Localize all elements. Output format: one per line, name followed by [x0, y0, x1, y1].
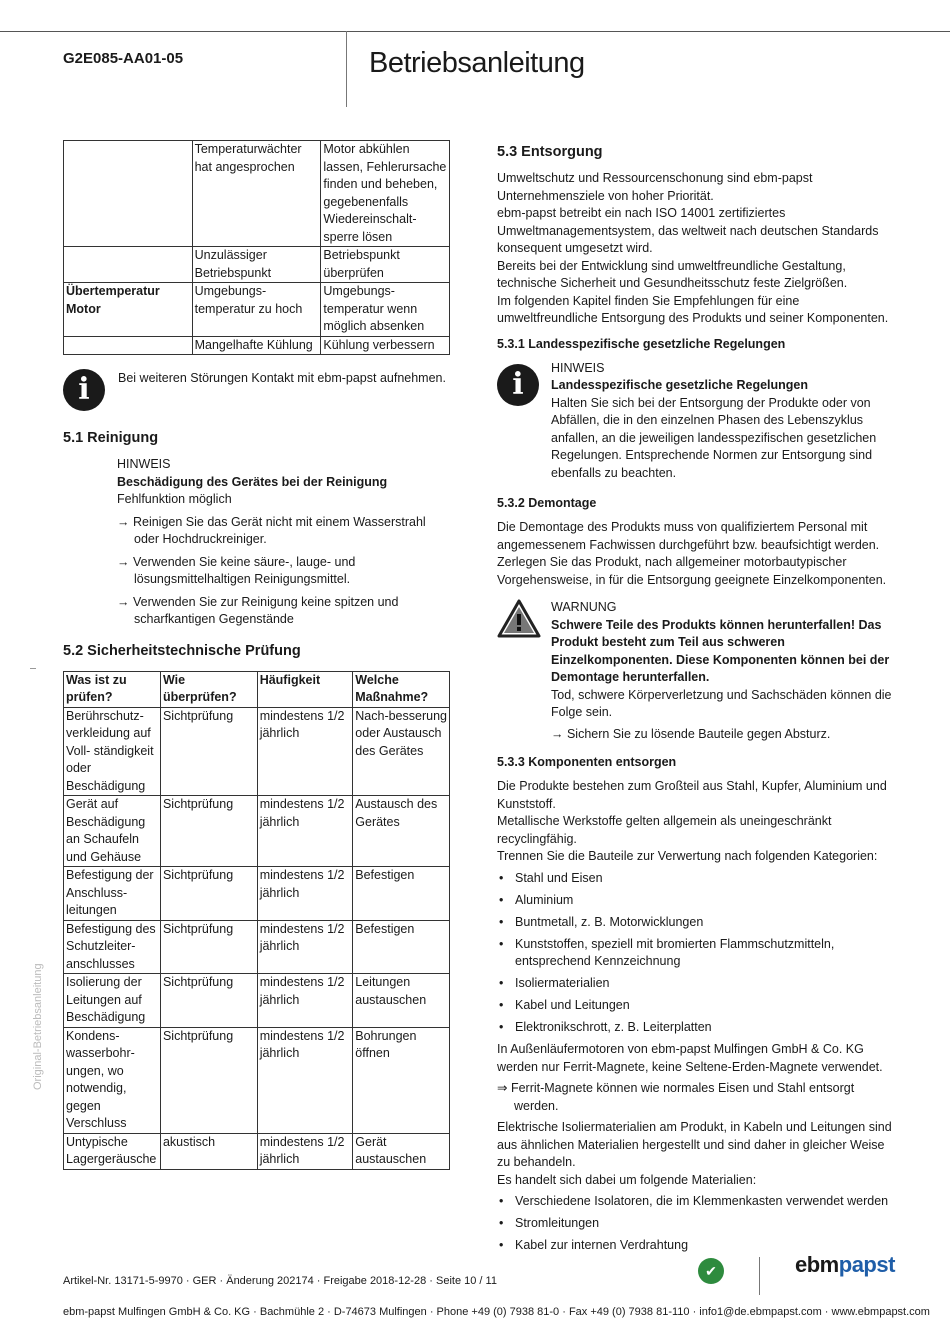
- table-cell: Befestigung der Anschluss-leitungen: [64, 867, 161, 921]
- section-heading-reinigung: 5.1 Reinigung: [63, 430, 159, 446]
- table-cell: Temperaturwächter hat angesprochen: [192, 141, 321, 247]
- fault-category: Übertemperatur Motor: [64, 283, 193, 337]
- table-cell: [64, 141, 193, 247]
- column-header: Wie überprüfen?: [160, 671, 257, 707]
- table-cell: [64, 336, 193, 355]
- table-cell: Umgebungs-temperatur wenn möglich absenken: [321, 283, 450, 337]
- table-row: [64, 920, 450, 974]
- list-item: • Kabel zur internen Verdrahtung: [497, 1237, 897, 1255]
- list-item: • Aluminium: [497, 892, 897, 910]
- table-cell: Sichtprüfung: [160, 867, 257, 921]
- table-cell: mindestens 1/2 jährlich: [257, 974, 353, 1028]
- table-cell: Sichtprüfung: [160, 1027, 257, 1133]
- notice-subtitle: Fehlfunktion möglich: [117, 492, 232, 506]
- list-item: • Isoliermaterialien: [497, 975, 897, 993]
- paragraph: Elektrische Isoliermaterialien am Produkt, in Kabeln und Leitungen sind aus ähnlichen Materialien hergestellt und sind daher in gleicher Weise zu behandeln.: [497, 1120, 892, 1169]
- list-item: • Verschiedene Isolatoren, die im Klemmenkasten verwendet werden: [497, 1193, 897, 1211]
- table-cell: mindestens 1/2 jährlich: [257, 1133, 353, 1169]
- table-cell: mindestens 1/2 jährlich: [257, 707, 353, 796]
- table-cell: Isolierung der Leitungen auf Beschädigung: [64, 974, 161, 1028]
- table-cell: Bohrungen öffnen: [353, 1027, 450, 1133]
- notice-icon-wrap: [497, 360, 551, 483]
- warning-body: Tod, schwere Körperverletzung und Sachschäden können die Folge sein.: [551, 687, 892, 719]
- ferrit-note: ⇒ Ferrit-Magnete können wie normales Eisen und Stahl entsorgt werden.: [497, 1081, 855, 1113]
- warning-title: Schwere Teile des Produkts können herunterfallen! Das Produkt besteht zum Teil aus schweren Einzelkomponenten. Diese Komponenten können bei der Demontage herunterfallen.: [551, 617, 890, 684]
- reinigung-notice: [117, 456, 450, 629]
- table-row: [64, 867, 450, 921]
- table-cell: Befestigung des Schutzleiter-anschlusses: [64, 920, 161, 974]
- paragraph: Umweltschutz und Ressourcenschonung sind ebm-papst Unternehmensziele von hoher Priorität.: [497, 171, 813, 203]
- list-item: • Stahl und Eisen: [497, 870, 897, 888]
- header-divider: [346, 31, 347, 107]
- table-cell: Befestigen: [353, 867, 450, 921]
- margin-mark: [30, 668, 36, 669]
- list-item: • Elektronikschrott, z. B. Leiterplatten: [497, 1019, 897, 1037]
- table-cell: Leitungen austauschen: [353, 974, 450, 1028]
- table-cell: mindestens 1/2 jährlich: [257, 920, 353, 974]
- instruction-item: → Verwenden Sie keine säure-, lauge- und lösungsmittelhaltigen Reinigungsmittel.: [117, 554, 356, 586]
- logo-part: ebm: [795, 1252, 839, 1277]
- table-cell: akustisch: [160, 1133, 257, 1169]
- table-row: [64, 974, 450, 1028]
- entsorgung-intro: [497, 170, 897, 328]
- notice-title: Landesspezifische gesetzliche Regelungen: [551, 378, 809, 392]
- table-row: [64, 336, 450, 355]
- warning-block: [497, 599, 897, 743]
- table-row: [64, 796, 450, 867]
- subsection-heading: 5.3.1 Landesspezifische gesetzliche Regelungen: [497, 336, 786, 351]
- table-cell: Sichtprüfung: [160, 707, 257, 796]
- table-row: [64, 283, 450, 337]
- section-heading-pruefung: 5.2 Sicherheitstechnische Prüfung: [63, 642, 301, 659]
- paragraph: Die Produkte bestehen zum Großteil aus Stahl, Kupfer, Aluminium und Kunststoff.: [497, 779, 887, 811]
- paragraph: ebm-papst betreibt ein nach ISO 14001 zertifiziertes Umweltmanagementsystem, das weltweit nach deutschen Standards konsequent umgesetzt wird.: [497, 206, 879, 255]
- table-cell: Kühlung verbessern: [321, 336, 450, 355]
- model-number: G2E085-AA01-05: [63, 50, 184, 67]
- section-heading-entsorgung: 5.3 Entsorgung: [497, 144, 603, 160]
- paragraph: Die Demontage des Produkts muss von qualifiziertem Personal mit angemessenem Fachwissen durchgeführt bzw. beaufsichtigt werden. Zerlegen Sie das Produkt, nach allgemeiner motorbautypischer Vorgehensweise, in für die Entsorgung geeignete Einzelkomponenten.: [497, 520, 887, 587]
- right-column: [497, 140, 897, 1259]
- column-header: Welche Maßnahme?: [353, 671, 450, 707]
- inspection-table: [63, 671, 450, 1170]
- legal-notice-block: [497, 360, 897, 483]
- document-title: Betriebsanleitung: [369, 47, 585, 79]
- subsection-heading: 5.3.3 Komponenten entsorgen: [497, 755, 677, 769]
- column-header: Häufigkeit: [257, 671, 353, 707]
- list-item: • Kabel und Leitungen: [497, 997, 897, 1015]
- header-rule: [0, 31, 950, 32]
- subsection-heading: 5.3.2 Demontage: [497, 496, 597, 510]
- notice-body: Halten Sie sich bei der Entsorgung der Produkte oder von Abfällen, die in den einzelnen Phasen des Lebenszyklus anfallen, an die jeweiligen landesspezifischen gesetzlichen Regelungen. Entsprechende Normen zur Entsorgung sind ebenfalls zu beachten.: [551, 395, 877, 480]
- table-row: [64, 247, 450, 283]
- warning-icon: [497, 599, 541, 639]
- table-row: [64, 1027, 450, 1133]
- notice-label: HINWEIS: [117, 457, 171, 471]
- table-cell: Kondens-wasserbohr-ungen, wo notwendig, gegen Verschluss: [64, 1027, 161, 1133]
- paragraph: In Außenläufermotoren von ebm-papst Mulfingen GmbH & Co. KG werden nur Ferrit-Magnete, keine Seltene-Erden-Magnete verwendet.: [497, 1042, 883, 1074]
- legal-notice: [551, 360, 897, 483]
- instruction-item: → Sichern Sie zu lösende Bauteile gegen Absturz.: [551, 726, 831, 741]
- table-cell: Umgebungs-temperatur zu hoch: [192, 283, 321, 337]
- table-cell: Mangelhafte Kühlung: [192, 336, 321, 355]
- table-row: [64, 707, 450, 796]
- left-column: [63, 140, 450, 1170]
- table-cell: Sichtprüfung: [160, 974, 257, 1028]
- table-cell: Berührschutz-verkleidung auf Voll- ständigkeit oder Beschädigung: [64, 707, 161, 796]
- contact-note: Bei weiteren Störungen Kontakt mit ebm-papst aufnehmen.: [118, 371, 446, 385]
- table-cell: Gerät auf Beschädigung an Schaufeln und Gehäuse: [64, 796, 161, 867]
- column-header: Was ist zu prüfen?: [64, 671, 161, 707]
- paragraph: Metallische Werkstoffe gelten allgemein als uneingeschränkt recyclingfähig.: [497, 814, 832, 846]
- table-cell: Nach-besserung oder Austausch des Gerätes: [353, 707, 450, 796]
- list-item: • Kunststoffen, speziell mit bromierten Flammschutzmitteln, entsprechend Kennzeichnung: [497, 936, 897, 971]
- table-cell: Motor abkühlen lassen, Fehlerursache finden und beheben, gegebenenfalls Wiedereinschalt-sperre lösen: [321, 141, 450, 247]
- table-row: [64, 1133, 450, 1169]
- company-logo: [795, 1252, 895, 1277]
- paragraph: Bereits bei der Entwicklung sind umweltfreundliche Gestaltung, technische Sicherheit und Gesundheitsschutz feste Zielgrößen.: [497, 258, 848, 290]
- table-cell: Befestigen: [353, 920, 450, 974]
- table-cell: [64, 247, 193, 283]
- table-cell: mindestens 1/2 jährlich: [257, 867, 353, 921]
- table-cell: Untypische Lagergeräusche: [64, 1133, 161, 1169]
- table-cell: Betriebspunkt überprüfen: [321, 247, 450, 283]
- category-list: [497, 870, 897, 1037]
- table-cell: Sichtprüfung: [160, 920, 257, 974]
- contact-note-block: [63, 369, 450, 411]
- warning-icon-wrap: [497, 599, 551, 743]
- warning-label: WARNUNG: [551, 600, 617, 614]
- table-cell: Sichtprüfung: [160, 796, 257, 867]
- footer-article-info: Artikel-Nr. 13171-5-9970 · GER · Änderung 202174 · Freigabe 2018-12-28 · Seite 10 / 11: [63, 1275, 497, 1287]
- list-item: • Stromleitungen: [497, 1215, 897, 1233]
- table-cell: Austausch des Gerätes: [353, 796, 450, 867]
- table-cell: Unzulässiger Betriebspunkt: [192, 247, 321, 283]
- list-item: • Buntmetall, z. B. Motorwicklungen: [497, 914, 897, 932]
- notice-label: HINWEIS: [551, 360, 605, 375]
- info-icon: i: [497, 364, 539, 406]
- fault-table: [63, 140, 450, 355]
- table-cell: mindestens 1/2 jährlich: [257, 796, 353, 867]
- logo-part: papst: [838, 1252, 895, 1277]
- warning-content: [551, 599, 897, 743]
- material-list: [497, 1193, 897, 1255]
- paragraph: Es handelt sich dabei um folgende Materialien:: [497, 1172, 757, 1187]
- table-cell: mindestens 1/2 jährlich: [257, 1027, 353, 1133]
- notice-title: Beschädigung des Gerätes bei der Reinigung: [117, 474, 388, 489]
- footer-address: ebm-papst Mulfingen GmbH & Co. KG · Bachmühle 2 · D-74673 Mulfingen · Phone +49 (0) 7938 81-0 · Fax +49 (0) 7938 81-110 · info1@de.ebmpapst.com · www.ebmpapst.com: [63, 1306, 930, 1318]
- instruction-item: → Reinigen Sie das Gerät nicht mit einem Wasserstrahl oder Hochdruckreiniger.: [117, 514, 426, 546]
- green-tech-icon: ✔: [698, 1258, 724, 1284]
- footer-divider: [759, 1257, 760, 1295]
- table-cell: Gerät austauschen: [353, 1133, 450, 1169]
- side-label: Original-Betriebsanleitung: [32, 963, 44, 1090]
- table-row: [64, 141, 450, 247]
- instruction-item: → Verwenden Sie zur Reinigung keine spitzen und scharfkantigen Gegenstände: [117, 594, 399, 626]
- paragraph: Trennen Sie die Bauteile zur Verwertung nach folgenden Kategorien:: [497, 849, 878, 863]
- paragraph: Im folgenden Kapitel finden Sie Empfehlungen für eine umweltfreundliche Entsorgung des Produkts und seiner Komponenten.: [497, 293, 889, 325]
- info-icon: i: [63, 369, 105, 411]
- table-header-row: [64, 671, 450, 707]
